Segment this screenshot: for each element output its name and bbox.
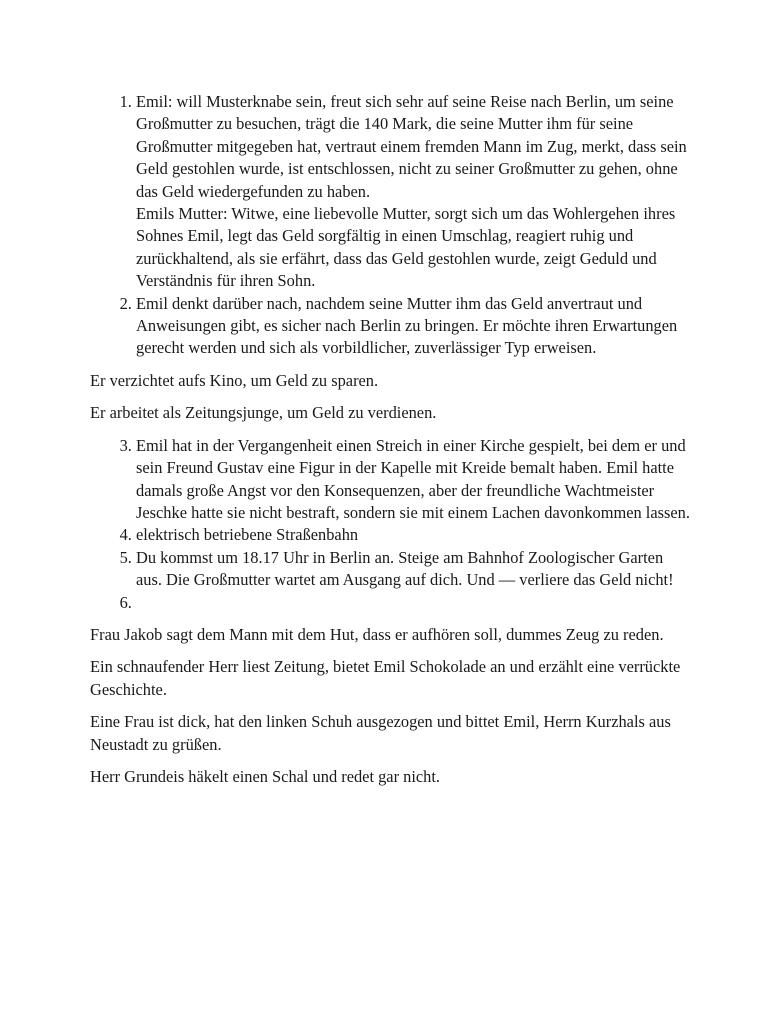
list-item-5	[136, 547, 690, 592]
list-item-continuation: Emils Mutter: Witwe, eine liebevolle Mutter, sorgt sich um das Wohlergehen ihres Sohnes Emil, legt das Geld sorgfältig in einen Umschlag, reagiert ruhig und zurückhaltend, als sie erfährt, dass das Geld gestohlen wurde, zeigt Geduld und Verständnis für ihren Sohn.	[136, 204, 676, 291]
list-item-text: Du kommst um 18.17 Uhr in Berlin an. Steige am Bahnhof Zoologischer Garten aus. Die Großmutter wartet am Ausgang auf dich. Und — verliere das Geld nicht!	[136, 547, 674, 590]
list-item-4	[136, 524, 690, 546]
paragraph: Er arbeitet als Zeitungsjunge, um Geld zu verdienen.	[90, 403, 437, 423]
numbered-list-1	[90, 91, 690, 360]
list-item-text: elektrisch betriebene Straßenbahn	[136, 525, 359, 545]
list-item-text: Emil denkt darüber nach, nachdem seine Mutter ihm das Geld anvertraut und Anweisungen gibt, es sicher nach Berlin zu bringen. Er möchte ihren Erwartungen gerecht werden und sich als vorbildlicher, zuverlässiger Typ erweisen.	[136, 293, 678, 358]
list-item-1	[136, 91, 690, 293]
list-item-6	[136, 592, 690, 614]
paragraph: Frau Jakob sagt dem Mann mit dem Hut, dass er aufhören soll, dummes Zeug zu reden.	[90, 624, 664, 644]
paragraph: Herr Grundeis häkelt einen Schal und redet gar nicht.	[90, 766, 440, 786]
list-item-text: Emil: will Musterknabe sein, freut sich sehr auf seine Reise nach Berlin, um seine Großmutter zu besuchen, trägt die 140 Mark, die seine Mutter ihm für seine Großmutter mitgegeben hat, vertraut einem fremden Mann im Zug, merkt, dass sein Geld gestohlen wurde, ist entschlossen, nicht zu seiner Großmutter zu gehen, ohne das Geld wiedergefunden zu haben.	[136, 92, 687, 201]
numbered-list-2	[90, 435, 690, 614]
paragraph: Ein schnaufender Herr liest Zeitung, bietet Emil Schokolade an und erzählt eine verrückte Geschichte.	[90, 657, 681, 699]
list-item-2	[136, 293, 690, 360]
paragraph: Eine Frau ist dick, hat den linken Schuh ausgezogen und bittet Emil, Herrn Kurzhals aus Neustadt zu grüßen.	[90, 712, 671, 754]
list-item-3	[136, 435, 690, 525]
document-page	[90, 91, 690, 798]
paragraph: Er verzichtet aufs Kino, um Geld zu sparen.	[90, 370, 379, 390]
list-item-text: Emil hat in der Vergangenheit einen Streich in einer Kirche gespielt, bei dem er und sein Freund Gustav eine Figur in der Kapelle mit Kreide bemalt haben. Emil hatte damals große Angst vor den Konsequenzen, aber der freundliche Wachtmeister Jeschke hatte sie nicht bestraft, sondern sie mit einem Lachen davonkommen lassen.	[136, 435, 690, 522]
